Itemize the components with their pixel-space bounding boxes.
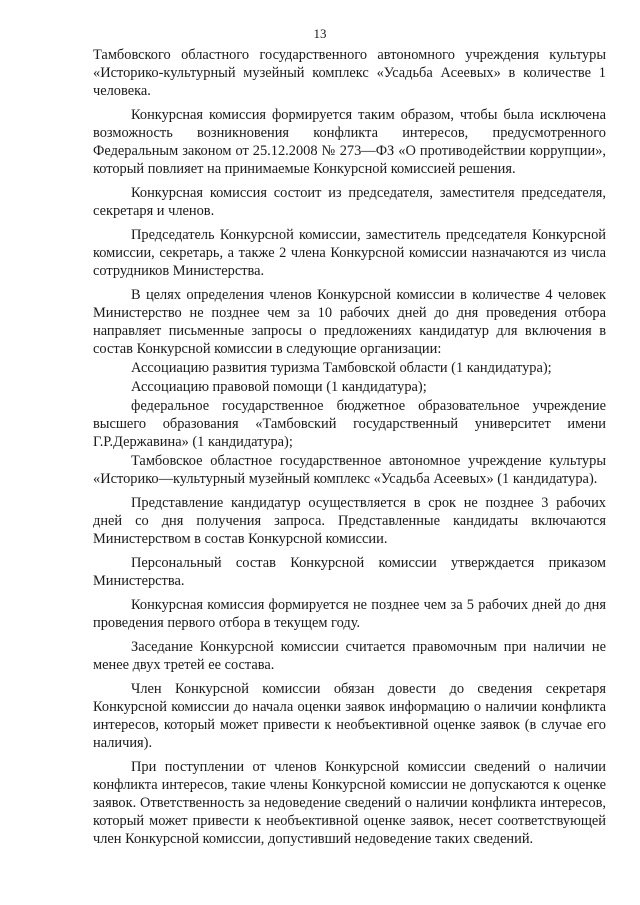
paragraph: Конкурсная комиссия формируется таким образом, чтобы была исключена возможность возникновения конфликта интересов, предусмотренного Федеральным законом от 25.12.2008 № 273—ФЗ «О противодействии коррупции», который повлияет на принимаемые Конкурсной комиссией решения. (93, 107, 606, 177)
paragraph: Конкурсная комиссия состоит из председателя, заместителя председателя, секретаря и членов. (93, 185, 606, 219)
paragraph: Председатель Конкурсной комиссии, заместитель председателя Конкурсной комиссии, секретарь, а также 2 члена Конкурсной комиссии назначаются из числа сотрудников Министерства. (93, 227, 606, 279)
paragraph: Заседание Конкурсной комиссии считается правомочным при наличии не менее двух третей ее состава. (93, 639, 606, 673)
paragraph-continuation: Тамбовского областного государственного автономного учреждения культуры «Историко-культурный музейный комплекс «Усадьба Асеевых» в количестве 1 человека. (93, 47, 606, 99)
document-body (93, 46, 606, 854)
list-item: Ассоциацию правовой помощи (1 кандидатура); (131, 379, 427, 395)
paragraph: Конкурсная комиссия формируется не позднее чем за 5 рабочих дней до дня проведения первого отбора в текущем году. (93, 597, 606, 631)
page-number: 13 (313, 26, 327, 41)
list-item: Тамбовское областное государственное автономное учреждение культуры «Историко—культурный музейный комплекс «Усадьба Асеевых» (1 кандидатура). (93, 453, 606, 487)
paragraph: Представление кандидатур осуществляется в срок не позднее 3 рабочих дней со дня получения запроса. Представленные кандидаты включаются Министерством в состав Конкурсной комиссии. (93, 495, 606, 547)
list-item: Ассоциацию развития туризма Тамбовской области (1 кандидатура); (131, 360, 552, 376)
paragraph: При поступлении от членов Конкурсной комиссии сведений о наличии конфликта интересов, такие члены Конкурсной комиссии не допускаются к оценке заявок. Ответственность за недоведение сведений о наличии конфликта интересов, который может привести к необъективной оценке заявок, несет соответствующей член Конкурсной комиссии, допустивший недоведение таких сведений. (93, 759, 606, 847)
paragraph: В целях определения членов Конкурсной комиссии в количестве 4 человек Министерство не позднее чем за 10 рабочих дней до дня проведения отбора направляет письменные запросы о предложениях кандидатур для включения в состав Конкурсной комиссии в следующие организации: (93, 287, 606, 357)
paragraph: Персональный состав Конкурсной комиссии утверждается приказом Министерства. (93, 555, 606, 589)
list-item: федеральное государственное бюджетное образовательное учреждение высшего образования «Тамбовский государственный университет имени Г.Р.Державина» (1 кандидатура); (93, 398, 606, 450)
paragraph: Член Конкурсной комиссии обязан довести до сведения секретаря Конкурсной комиссии до начала оценки заявок информацию о наличии конфликта интересов, который может привести к необъективной оценке заявок (в случае его наличия). (93, 681, 606, 751)
